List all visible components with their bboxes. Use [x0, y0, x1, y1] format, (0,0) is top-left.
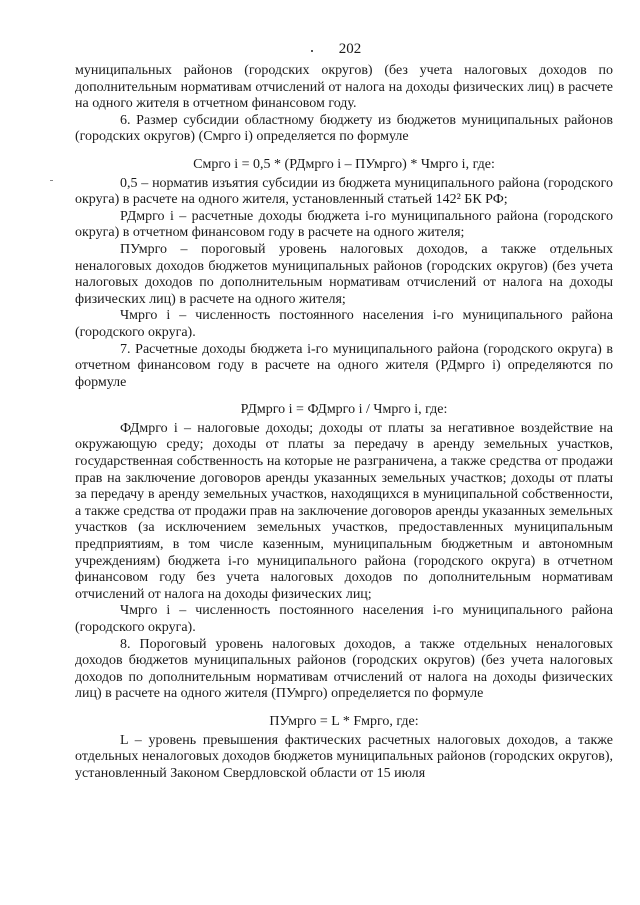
- paragraph-continuation: муниципальных районов (городских округов) (без учета налоговых доходов по дополнительным нормативам отчислений от налога на доходы физических лиц) в расчете на одного жителя в отчетном финансовом году.: [75, 63, 613, 112]
- paragraph-item-6: 6. Размер субсидии областному бюджету из бюджетов муниципальных районов (городских округов) (Смрго i) определяется по формуле: [75, 112, 613, 145]
- definition-l: L – уровень превышения фактических расчетных налоговых доходов, а также отдельных неналоговых доходов бюджетов муниципальных районов (городских округов), установленный Законом Свердловской области от 15 июля: [75, 732, 613, 781]
- page-number: 202: [338, 41, 362, 57]
- formula-rd: РДмрго i = ФДмрго i / Чмрго i, где:: [240, 402, 448, 418]
- paragraph-item-8: 8. Пороговый уровень налоговых доходов, а также отдельных неналоговых доходов бюджетов муниципальных районов (городских округов) (без учета налоговых доходов по дополнительным нормативам отчислений от налога на доходы физических лиц) в расчете на одного жителя (ПУмрго) определяется по формуле: [75, 636, 613, 702]
- definition-fd: ФДмрго i – налоговые доходы; доходы от платы за негативное воздействие на окружающую среду; доходы от платы за передачу в аренду земельных участков, государственная собственность на которые не разграничена, а также средства от продажи прав на заключение договоров аренды указанных земельных участков; доходы от платы за передачу в аренду земельных участков, находящихся в муниципальной собственности, а также средства от продажи прав на заключение договоров аренды указанных земельных участков (за исключением земельных участков, предоставленных муниципальным предприятиям, в том числе казенным, муниципальным бюджетным и автономным учреждениям) бюджета i-го муниципального района (городского округа) в отчетном финансовом году без учета налоговых доходов по дополнительным нормативам отчислений от налога на доходы физических лиц;: [75, 420, 613, 602]
- definition-ch: Чмрго i – численность постоянного населения i-го муниципального района (городского округа).: [75, 308, 613, 340]
- definition-pu: ПУмрго – пороговый уровень налоговых доходов, а также отдельных неналоговых доходов бюджетов муниципальных районов (городских округов) (без учета налоговых доходов по дополнительным нормативам отчислений от налога на доходы физических лиц) в расчете на одного жителя;: [75, 241, 613, 307]
- definition-ch-2: Чмрго i – численность постоянного населения i-го муниципального района (городского округа).: [75, 603, 613, 635]
- definition-rd: РДмрго i – расчетные доходы бюджета i-го муниципального района (городского округа) в отчетном финансовом году в расчете на одного жителя;: [75, 208, 613, 241]
- margin-mark: [50, 180, 53, 181]
- scan-speck: [311, 50, 313, 52]
- formula-pu: ПУмрго = L * Fмрго, где:: [269, 713, 419, 729]
- definition-norm: 0,5 – норматив изъятия субсидии из бюджета муниципального района (городского округа) в расчете на одного жителя, установленный статьей 142² БК РФ;: [75, 175, 613, 208]
- formula-subsidy: Смрго i = 0,5 * (РДмрго i – ПУмрго) * Чмрго i, где:: [193, 156, 495, 172]
- paragraph-item-7: 7. Расчетные доходы бюджета i-го муниципального района (городского округа) в отчетном финансовом году в расчете на одного жителя (РДмрго i) определяются по формуле: [75, 341, 613, 390]
